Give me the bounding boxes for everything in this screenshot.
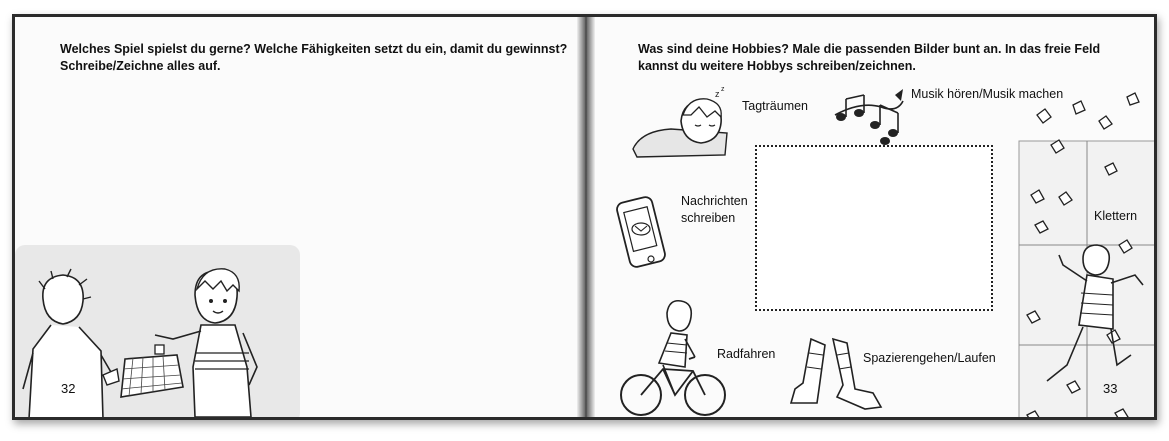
free-drawing-field[interactable] bbox=[755, 145, 993, 311]
right-instruction-line-2: kannst du weitere Hobbys schreiben/zeichnen. bbox=[638, 59, 916, 73]
right-instruction-line-1: Was sind deine Hobbies? Male die passenden Bilder bunt an. In das freie Feld bbox=[638, 42, 1101, 56]
left-instruction-line-2: Schreibe/Zeichne alles auf. bbox=[60, 59, 221, 73]
svg-text:z: z bbox=[715, 89, 720, 99]
hobby-messages-label bbox=[681, 193, 748, 227]
left-instruction bbox=[60, 41, 567, 75]
left-instruction-line-1: Welches Spiel spielst du gerne? Welche Fähigkeiten setzt du ein, damit du gewinnst? bbox=[60, 42, 568, 56]
hobby-climbing-label: Klettern bbox=[1094, 209, 1138, 223]
right-page bbox=[589, 17, 1154, 417]
walking-legs-illustration bbox=[789, 337, 899, 417]
hobby-cycling-label: Radfahren bbox=[717, 347, 776, 361]
hobby-music-label: Musik hören/Musik machen bbox=[911, 87, 1064, 101]
left-page bbox=[15, 17, 581, 417]
open-workbook bbox=[12, 14, 1157, 420]
svg-text:z: z bbox=[721, 86, 725, 93]
left-page-number: 32 bbox=[61, 381, 76, 396]
hobby-daydream-label: Tagträumen bbox=[742, 99, 809, 113]
climbing-wall-illustration bbox=[1007, 85, 1154, 417]
hobby-messages-line-2: schreiben bbox=[681, 211, 736, 225]
daydreaming-illustration bbox=[631, 86, 731, 161]
phone-message-icon bbox=[615, 193, 675, 273]
hobby-walking-label: Spazierengehen/Laufen bbox=[863, 351, 996, 365]
child-playing-illustration bbox=[155, 267, 270, 417]
cycling-illustration bbox=[619, 299, 729, 417]
right-page-number: 33 bbox=[1103, 381, 1118, 396]
right-instruction bbox=[638, 41, 1100, 75]
hobby-messages-line-1: Nachrichten bbox=[681, 194, 748, 208]
music-notes-icon bbox=[831, 87, 911, 147]
